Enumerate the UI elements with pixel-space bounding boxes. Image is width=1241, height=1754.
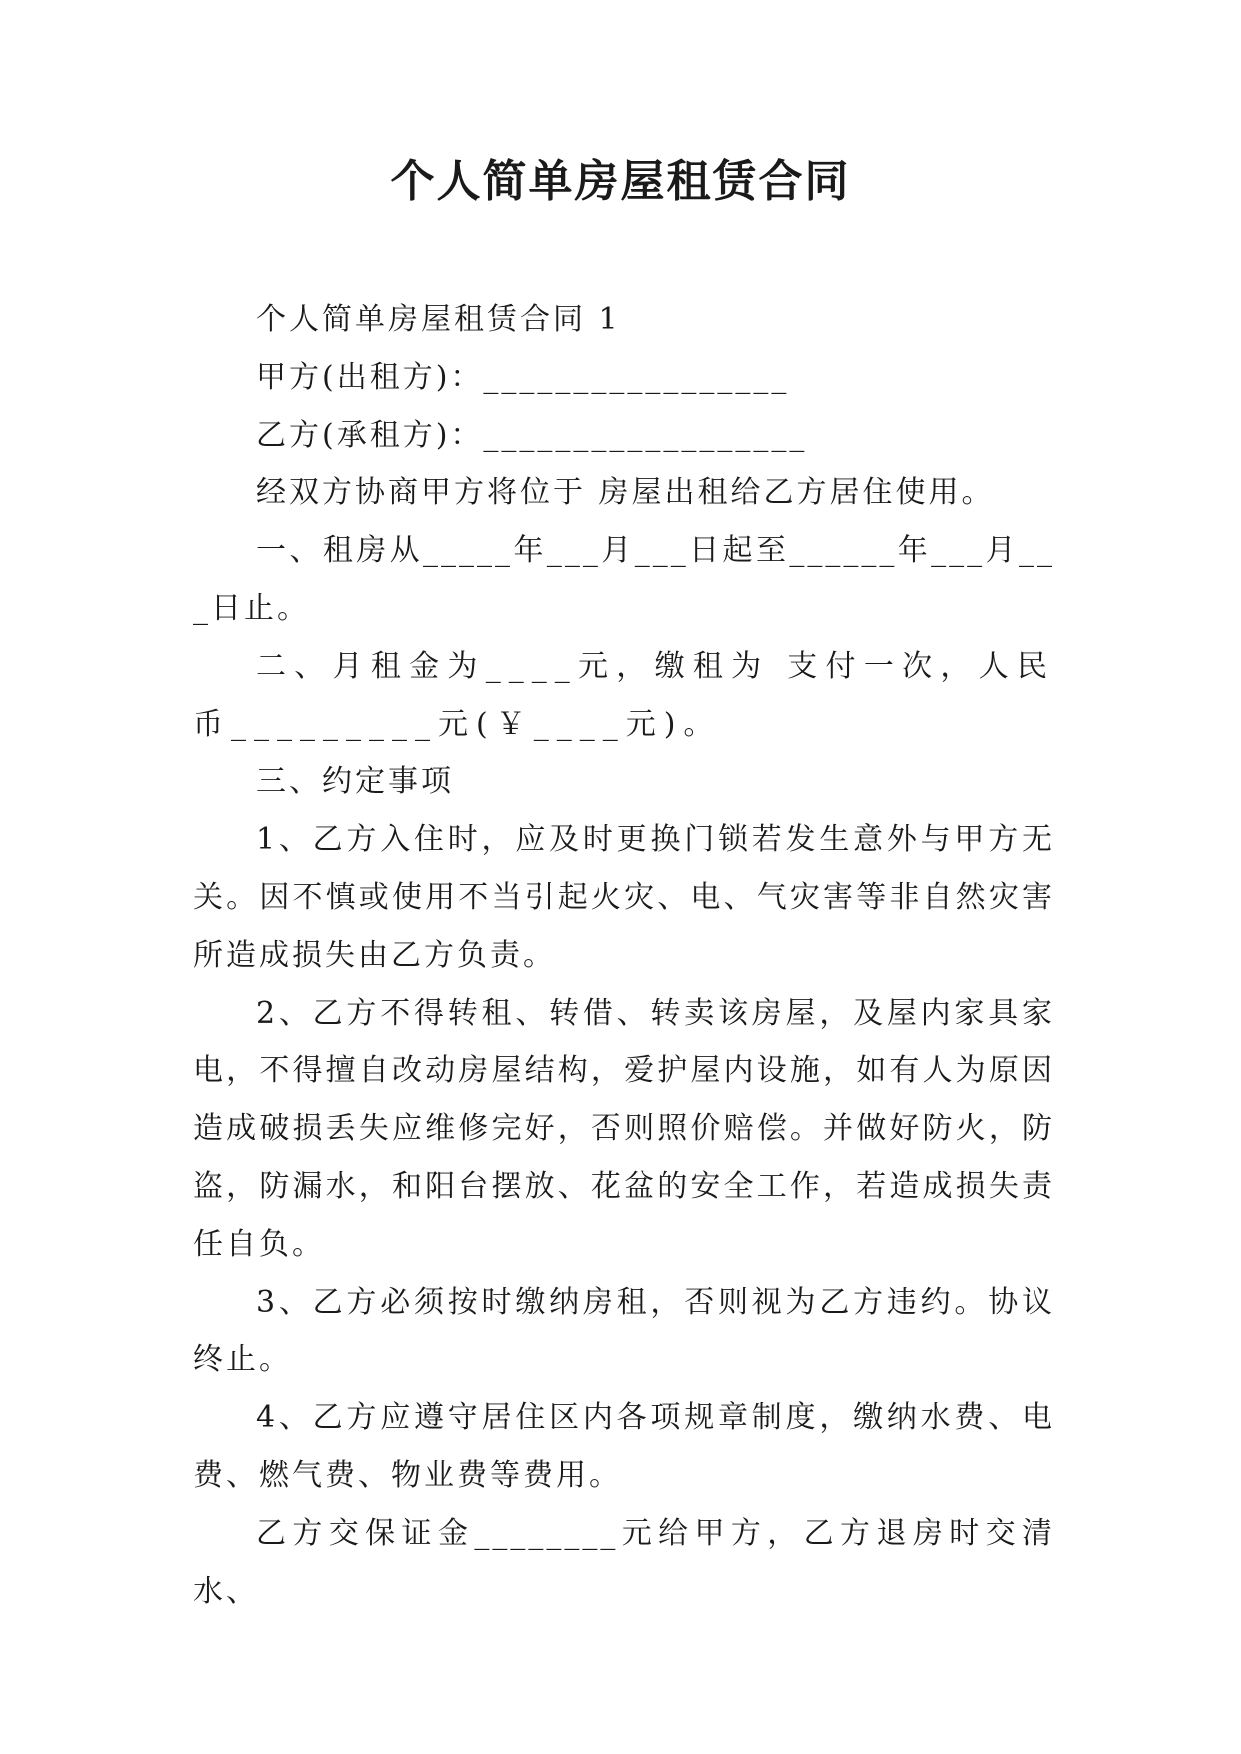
document-body [193,291,1055,1620]
term-1: 1、乙方入住时，应及时更换门锁若发生意外与甲方无关。因不慎或使用不当引起火灾、电、气灾害等非自然灾害所造成损失由乙方负责。 [193,822,1055,973]
party-b-line: 乙方(承租方)：__________________ [256,417,808,453]
document-title: 个人简单房屋租赁合同 [390,156,851,207]
term-2: 2、乙方不得转租、转借、转卖该房屋，及屋内家具家电，不得擅自改动房屋结构，爱护屋内设施，如有人为原因造成破损丢失应维修完好，否则照价赔偿。并做好防火，防盗，防漏水，和阳台摆放、花盆的安全工作，若造成损失责任自负。 [193,995,1055,1262]
term-4: 4、乙方应遵守居住区内各项规章制度，缴纳水费、电费、燃气费、物业费等费用。 [193,1400,1055,1493]
deposit-clause: 乙方交保证金________元给甲方，乙方退房时交清水、 [193,1515,1055,1609]
clause-terms-heading: 三、约定事项 [256,764,454,800]
party-a-line: 甲方(出租方)：_________________ [256,359,790,395]
contract-subtitle: 个人简单房屋租赁合同 1 [256,302,621,337]
agreement-intro: 经双方协商甲方将位于 房屋出租给乙方居住使用。 [256,475,995,511]
clause-rent: 二、月租金为____元，缴租为 支付一次，人民币_________元(￥____元)。 [193,648,1055,742]
term-3: 3、乙方必须按时缴纳房租，否则视为乙方违约。协议终止。 [193,1284,1055,1378]
clause-rental-period: 一、租房从_____年___月___日起至______年___月___日止。 [193,533,1055,626]
